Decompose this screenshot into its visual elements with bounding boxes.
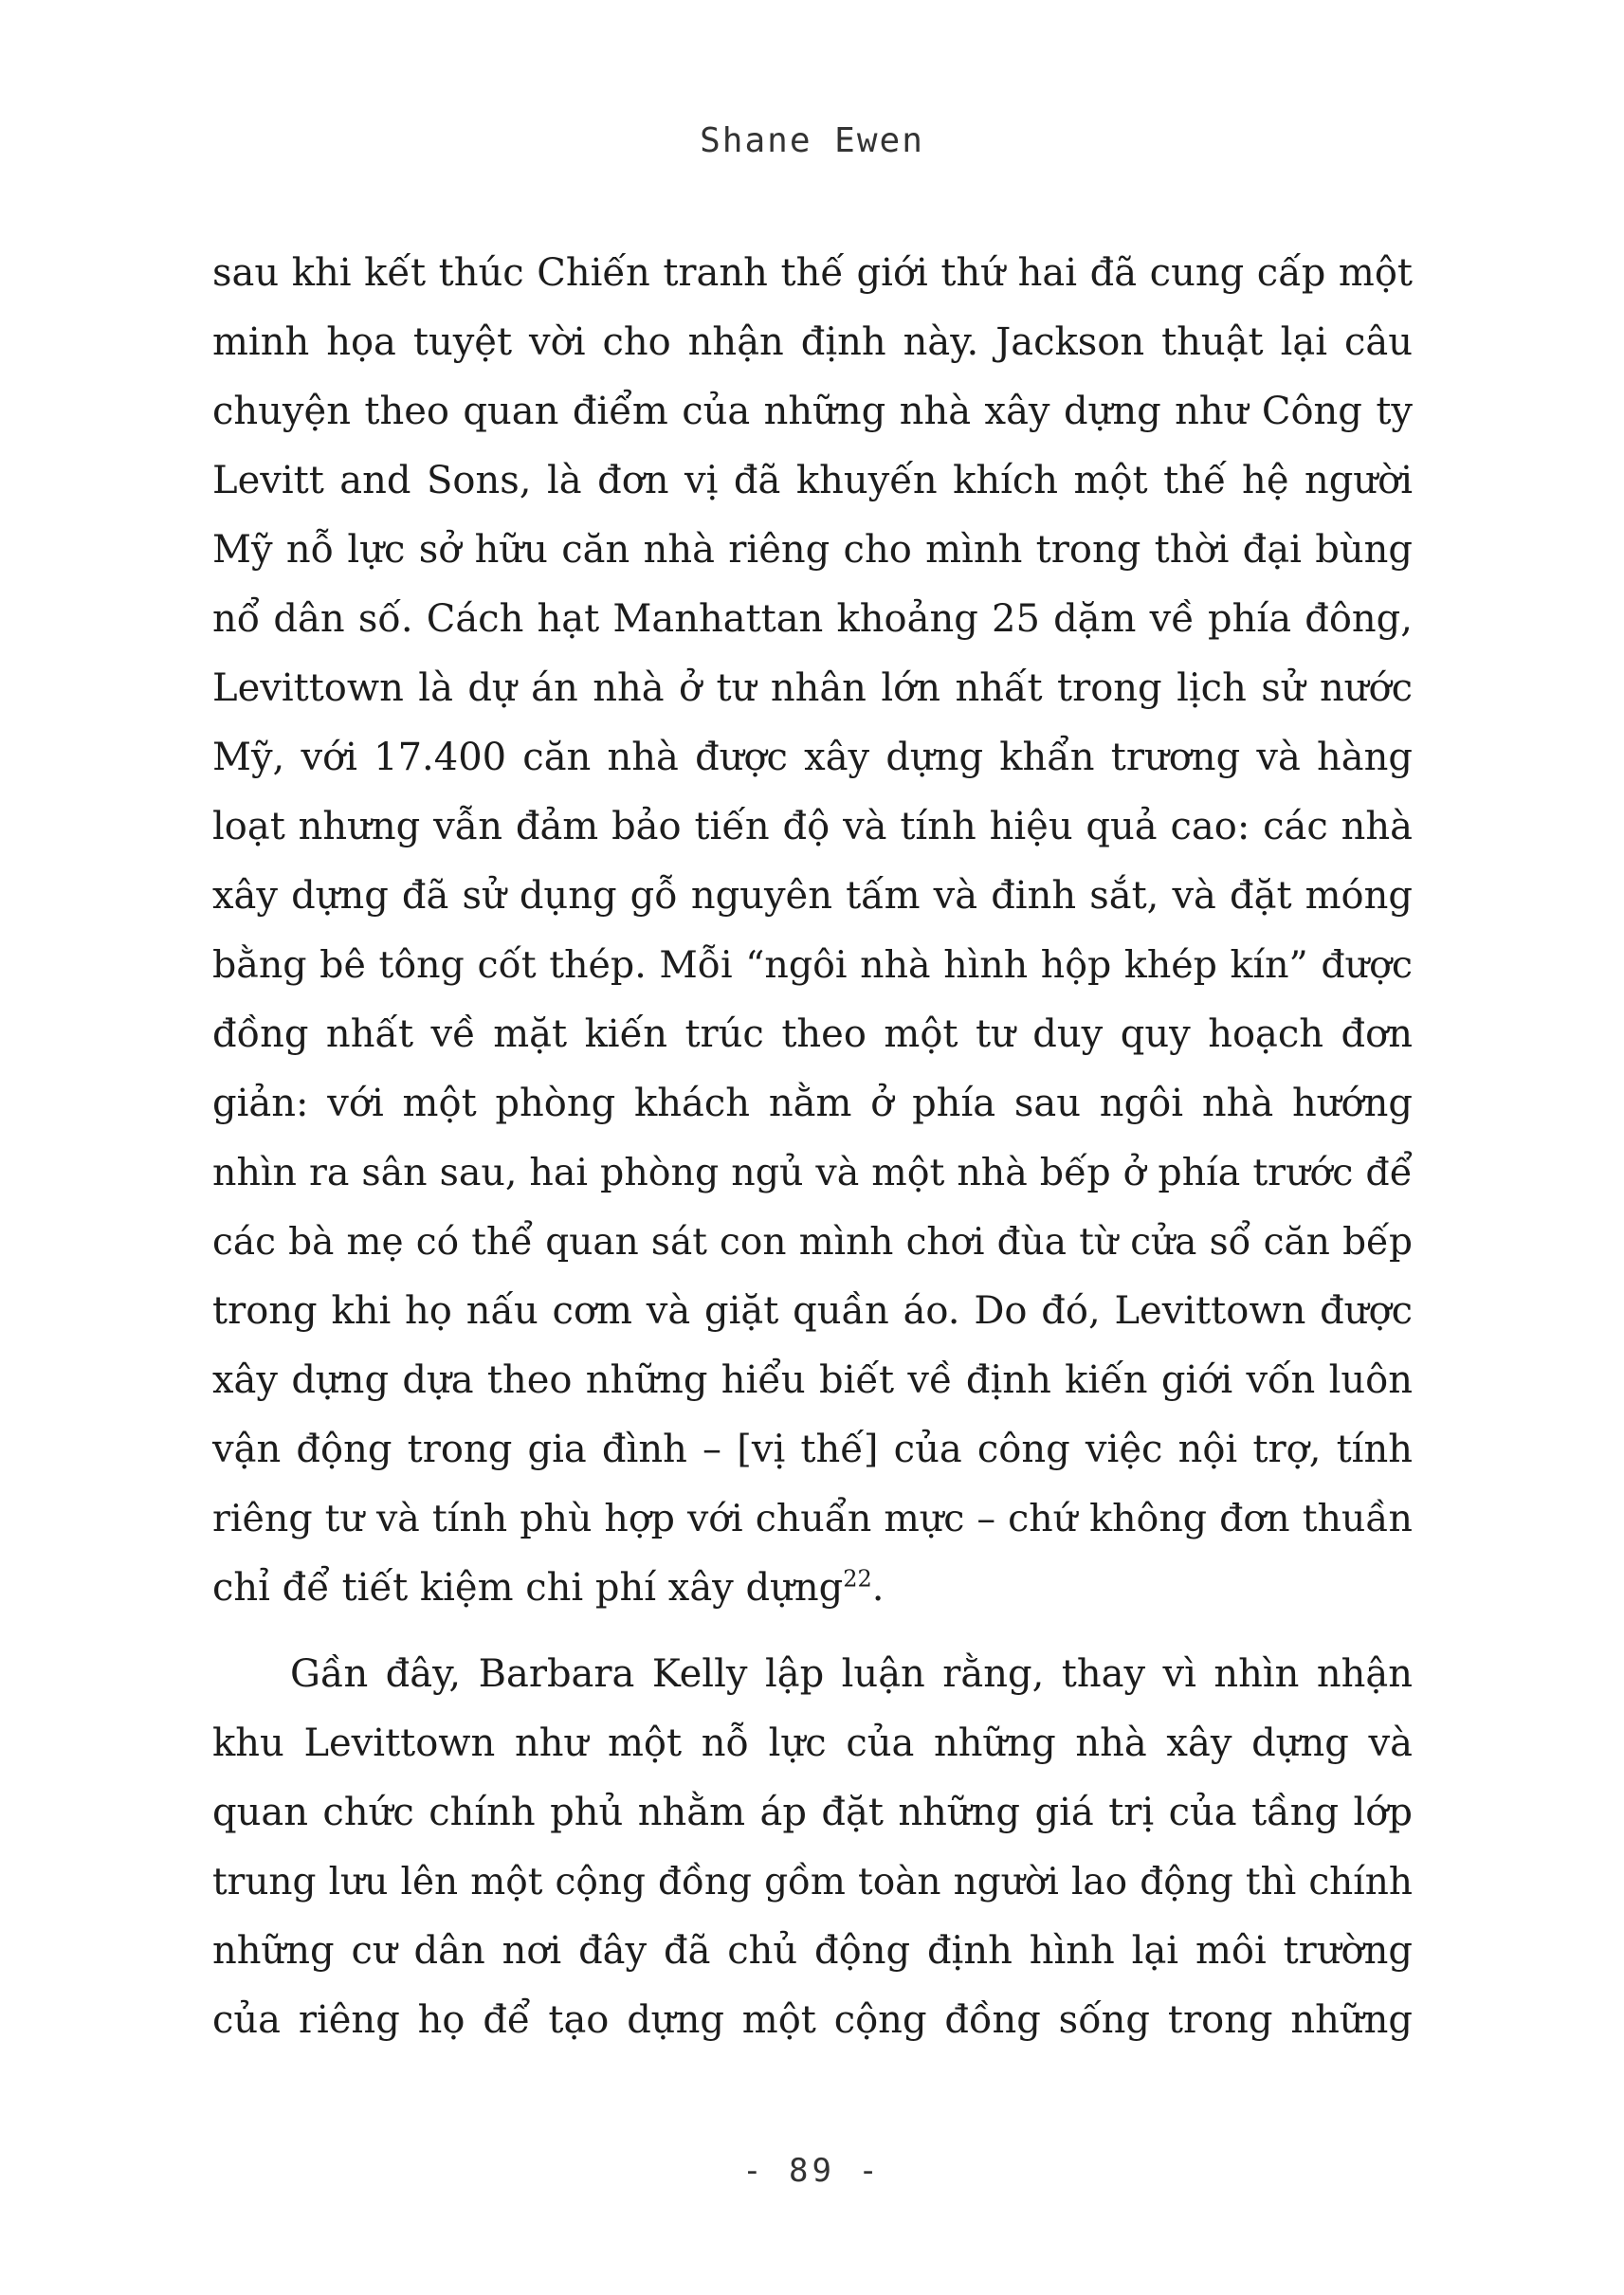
text-line: giản: với một phòng khách nằm ở phía sau ngôi nhà hướng	[212, 1082, 1413, 1125]
last-line-text: chỉ để tiết kiệm chi phí xây dựng	[212, 1566, 844, 1610]
paragraph-spacer	[212, 1623, 1413, 1640]
text-line: đồng nhất về mặt kiến trúc theo một tư duy quy hoạch đơn	[212, 1012, 1413, 1056]
text-line: quan chức chính phủ nhằm áp đặt những giá trị của tầng lớp	[212, 1791, 1413, 1834]
text-line-last	[212, 1554, 1413, 1623]
text-line: bằng bê tông cốt thép. Mỗi “ngôi nhà hình hộp khép kín” được	[212, 943, 1413, 987]
text-line: những cư dân nơi đây đã chủ động định hình lại môi trường	[212, 1929, 1413, 1973]
text-line: Mỹ nỗ lực sở hữu căn nhà riêng cho mình trong thời đại bùng	[212, 528, 1413, 572]
text-line: Levittown là dự án nhà ở tư nhân lớn nhất trong lịch sử nước	[212, 666, 1413, 710]
text-line: xây dựng đã sử dụng gỗ nguyên tấm và đinh sắt, và đặt móng	[212, 874, 1413, 918]
text-line: chuyện theo quan điểm của những nhà xây dựng như Công ty	[212, 390, 1413, 433]
text-line-indented: Gần đây, Barbara Kelly lập luận rằng, thay vì nhìn nhận	[290, 1652, 1413, 1696]
text-line: loạt nhưng vẫn đảm bảo tiến độ và tính hiệu quả cao: các nhà	[212, 805, 1413, 848]
footnote-reference[interactable]: 22	[843, 1565, 872, 1593]
text-line: riêng tư và tính phù hợp với chuẩn mực – chứ không đơn thuần	[212, 1497, 1413, 1540]
text-line: xây dựng dựa theo những hiểu biết về định kiến giới vốn luôn	[212, 1358, 1413, 1402]
text-line: khu Levittown như một nỗ lực của những nhà xây dựng và	[212, 1721, 1413, 1765]
text-line: trong khi họ nấu cơm và giặt quần áo. Do đó, Levittown được	[212, 1289, 1413, 1333]
last-line-punctuation: .	[871, 1566, 885, 1610]
body-text	[212, 239, 1413, 2055]
text-line: vận động trong gia đình – [vị thế] của công việc nội trợ, tính	[212, 1428, 1413, 1471]
running-header-author: Shane Ewen	[700, 121, 924, 160]
text-line: Mỹ, với 17.400 căn nhà được xây dựng khẩn trương và hàng	[212, 736, 1413, 779]
text-line: trung lưu lên một cộng đồng gồm toàn người lao động thì chính	[212, 1861, 1413, 1903]
page-number: - 89 -	[742, 2152, 882, 2190]
text-line: nổ dân số. Cách hạt Manhattan khoảng 25 dặm về phía đông,	[212, 597, 1413, 641]
text-line: Levitt and Sons, là đơn vị đã khuyến khích một thế hệ người	[212, 459, 1413, 502]
text-line: các bà mẹ có thể quan sát con mình chơi đùa từ cửa sổ căn bếp	[212, 1221, 1413, 1264]
text-line: nhìn ra sân sau, hai phòng ngủ và một nhà bếp ở phía trước để	[212, 1151, 1413, 1194]
text-line: sau khi kết thúc Chiến tranh thế giới thứ hai đã cung cấp một	[212, 251, 1413, 295]
text-line: của riêng họ để tạo dựng một cộng đồng sống trong những	[212, 1998, 1413, 2042]
paragraph-1	[212, 239, 1413, 1623]
text-line: minh họa tuyệt vời cho nhận định này. Jackson thuật lại câu	[212, 320, 1413, 364]
paragraph-2	[212, 1640, 1413, 2055]
